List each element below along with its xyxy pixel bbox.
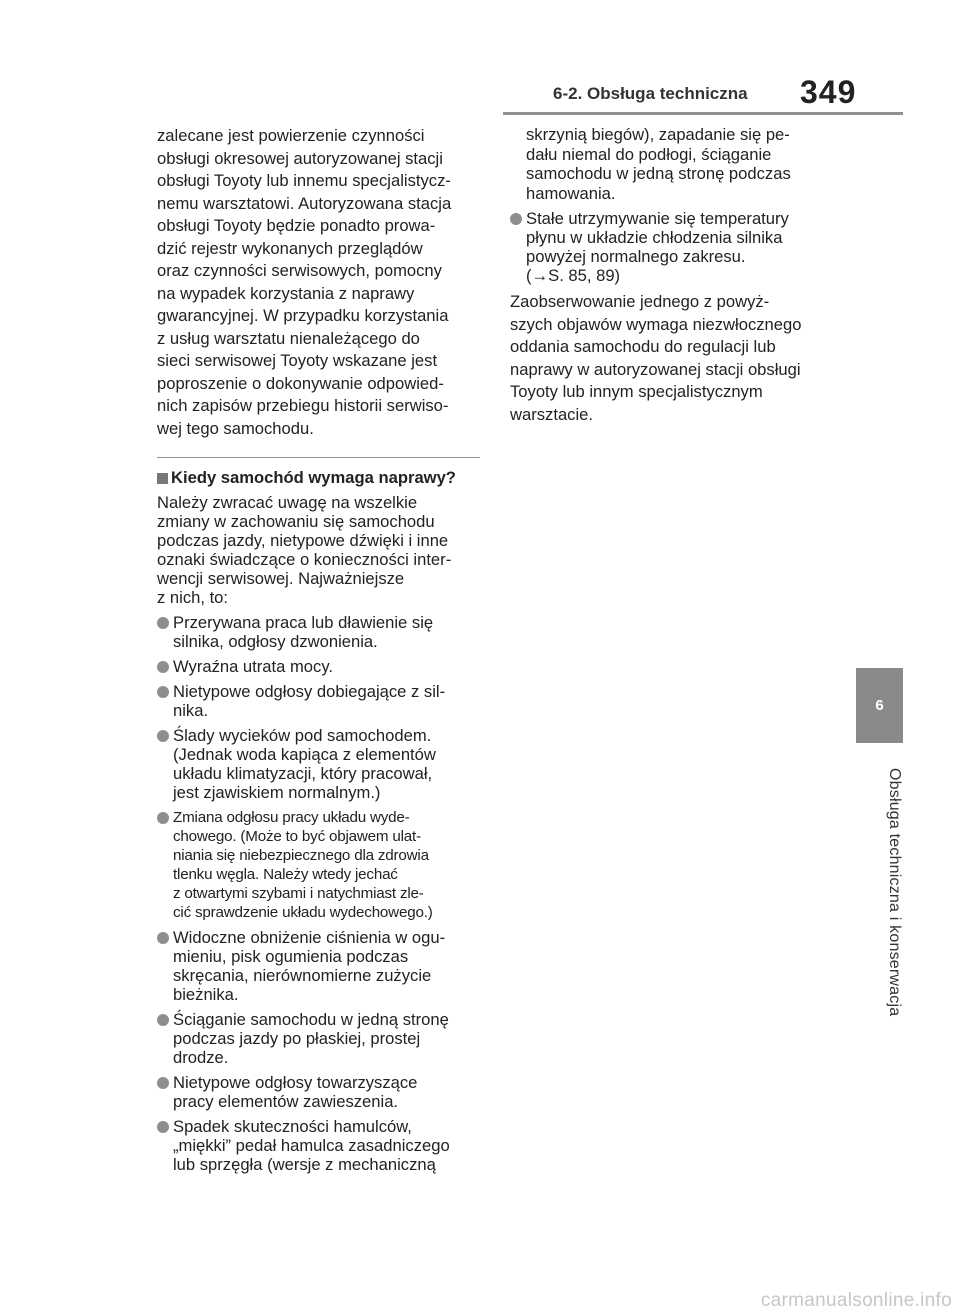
text-line: szych objawów wymaga niezwłocznego bbox=[510, 314, 802, 334]
list-item bbox=[157, 682, 487, 720]
text-line: bieżnika. bbox=[173, 985, 239, 1004]
text-line: na wypadek korzystania z naprawy bbox=[157, 283, 415, 303]
text-line: warsztacie. bbox=[510, 404, 593, 424]
text-line: Ślady wycieków pod samochodem. bbox=[173, 726, 432, 745]
text-line: oznaki świadczące o konieczności inter- bbox=[157, 550, 452, 569]
bullet-dot-icon bbox=[157, 661, 169, 673]
text-line: naprawy w autoryzowanej stacji obsługi bbox=[510, 359, 801, 379]
text-line: dału niemal do podłogi, ściąganie bbox=[526, 144, 772, 164]
text-line: sieci serwisowej Toyoty wskazane jest bbox=[157, 351, 438, 370]
text-line: hamowania. bbox=[526, 183, 616, 203]
closing-paragraph bbox=[510, 291, 840, 426]
text-line: silnika, odgłosy dzwonienia. bbox=[173, 632, 378, 651]
section-heading-text: Kiedy samochód wymaga naprawy? bbox=[171, 468, 456, 487]
list-item bbox=[157, 1010, 487, 1067]
watermark: carmanualsonline.info bbox=[760, 1290, 952, 1311]
text-line: z nich, to: bbox=[157, 588, 229, 607]
text-line: Przerywana praca lub dławienie się bbox=[173, 613, 434, 632]
bullet-dot-icon bbox=[157, 730, 169, 742]
bullet-dot-icon bbox=[510, 213, 522, 225]
bullet-dot-icon bbox=[157, 686, 169, 698]
text-line: Należy zwracać uwagę na wszelkie bbox=[157, 493, 418, 512]
text-line: chowego. (Może to być objawem ulat- bbox=[173, 828, 421, 845]
list-item bbox=[157, 1117, 487, 1174]
text-line: skrzynią biegów), zapadanie się pe- bbox=[526, 125, 790, 144]
left-column bbox=[157, 125, 487, 1180]
text-line: nemu warsztatowi. Autoryzowana stacja bbox=[157, 193, 452, 213]
text-line: samochodu w jedną stronę podczas bbox=[526, 164, 791, 183]
text-line: obsługi Toyoty będzie ponadto prowa- bbox=[157, 216, 436, 235]
text-line: lub sprzęgła (wersje z mechaniczną bbox=[173, 1155, 436, 1174]
section-intro bbox=[157, 493, 487, 607]
bullet-dot-icon bbox=[157, 932, 169, 944]
section-title: 6-2. Obsługa techniczna bbox=[553, 84, 748, 103]
text-line: cić sprawdzenie układu wydechowego.) bbox=[173, 904, 433, 921]
text-line: Toyoty lub innym specjalistycznym bbox=[510, 382, 763, 401]
square-bullet-icon bbox=[157, 473, 168, 484]
bullet-dot-icon bbox=[157, 1121, 169, 1133]
section-divider bbox=[157, 457, 480, 458]
text-line: niania się niebezpiecznego dla zdrowia bbox=[173, 847, 429, 864]
page-number: 349 bbox=[800, 74, 857, 110]
text-line: tlenku węgla. Należy wtedy jechać bbox=[173, 866, 398, 883]
text-line: obsługi okresowej autoryzowanej stacji bbox=[157, 148, 443, 168]
list-item bbox=[157, 657, 487, 676]
text-line: Ściąganie samochodu w jedną stronę bbox=[173, 1010, 449, 1029]
text-line: (Jednak woda kapiąca z elementów bbox=[173, 745, 436, 764]
text-line: dzić rejestr wykonanych przeglądów bbox=[157, 238, 423, 258]
text-line: poproszenie o dokonywanie odpowied- bbox=[157, 373, 444, 393]
header-rule bbox=[503, 112, 903, 115]
text-line: oddania samochodu do regulacji lub bbox=[510, 337, 776, 356]
text-line: „miękki” pedał hamulca zasadniczego bbox=[173, 1136, 450, 1155]
text-line: Zaobserwowanie jednego z powyż- bbox=[510, 292, 770, 311]
text-line: mieniu, pisk ogumienia podczas bbox=[173, 947, 409, 966]
right-column bbox=[510, 125, 840, 426]
text-line: Zmiana odgłosu pracy układu wyde- bbox=[173, 809, 410, 826]
bullet-dot-icon bbox=[157, 1014, 169, 1026]
text-line: obsługi Toyoty lub innemu specjalistycz- bbox=[157, 171, 451, 190]
bullet-dot-icon bbox=[157, 617, 169, 629]
text-line: z usług warsztatu nienależącego do bbox=[157, 328, 420, 348]
text-line: jest zjawiskiem normalnym.) bbox=[173, 783, 381, 802]
text-line: podczas jazdy po płaskiej, prostej bbox=[173, 1029, 421, 1048]
text-line: podczas jazdy, nietypowe dźwięki i inne bbox=[157, 531, 449, 550]
text-line: Widoczne obniżenie ciśnienia w ogu- bbox=[173, 928, 446, 947]
bullet-dot-icon bbox=[157, 1077, 169, 1089]
chapter-tab[interactable]: 6 bbox=[856, 668, 903, 743]
text-line: wej tego samochodu. bbox=[157, 418, 314, 438]
text-line: oraz czynności serwisowych, pomocny bbox=[157, 261, 442, 280]
text-line: powyżej normalnego zakresu. bbox=[526, 247, 746, 266]
text-line: płynu w układzie chłodzenia silnika bbox=[526, 228, 783, 247]
text-line: Stałe utrzymywanie się temperatury bbox=[526, 209, 789, 228]
text-line: z otwartymi szybami i natychmiast zle- bbox=[173, 885, 424, 902]
text-line: Wyraźna utrata mocy. bbox=[173, 657, 333, 676]
text-line: zalecane jest powierzenie czynności bbox=[157, 126, 425, 145]
text-line: drodze. bbox=[173, 1048, 229, 1067]
list-item bbox=[510, 209, 840, 285]
text-line: wencji serwisowej. Najważniejsze bbox=[157, 569, 405, 588]
text-line: pracy elementów zawieszenia. bbox=[173, 1092, 399, 1111]
continued-list-item bbox=[510, 125, 840, 203]
text-line: nika. bbox=[173, 701, 209, 720]
text-line: Nietypowe odgłosy towarzyszące bbox=[173, 1073, 418, 1092]
text-line: zmiany w zachowaniu się samochodu bbox=[157, 512, 435, 531]
bullet-dot-icon bbox=[157, 812, 169, 824]
text-line: (→S. 85, 89) bbox=[526, 266, 621, 285]
text-line: układu klimatyzacji, który pracował, bbox=[173, 764, 433, 783]
text-line: nich zapisów przebiegu historii serwiso- bbox=[157, 396, 449, 415]
list-item bbox=[157, 808, 487, 922]
section-heading bbox=[157, 467, 487, 489]
text-line: gwarancyjnej. W przypadku korzystania bbox=[157, 306, 449, 325]
list-item bbox=[157, 928, 487, 1004]
chapter-title: Obsługa techniczna i konserwacja bbox=[886, 767, 903, 1017]
list-item bbox=[157, 726, 487, 802]
text-line: skręcania, nierównomierne zużycie bbox=[173, 966, 432, 985]
list-item bbox=[157, 613, 487, 651]
intro-paragraph bbox=[157, 125, 487, 440]
text-line: Nietypowe odgłosy dobiegające z sil- bbox=[173, 682, 446, 701]
text-line: Spadek skuteczności hamulców, bbox=[173, 1117, 412, 1136]
list-item bbox=[157, 1073, 487, 1111]
